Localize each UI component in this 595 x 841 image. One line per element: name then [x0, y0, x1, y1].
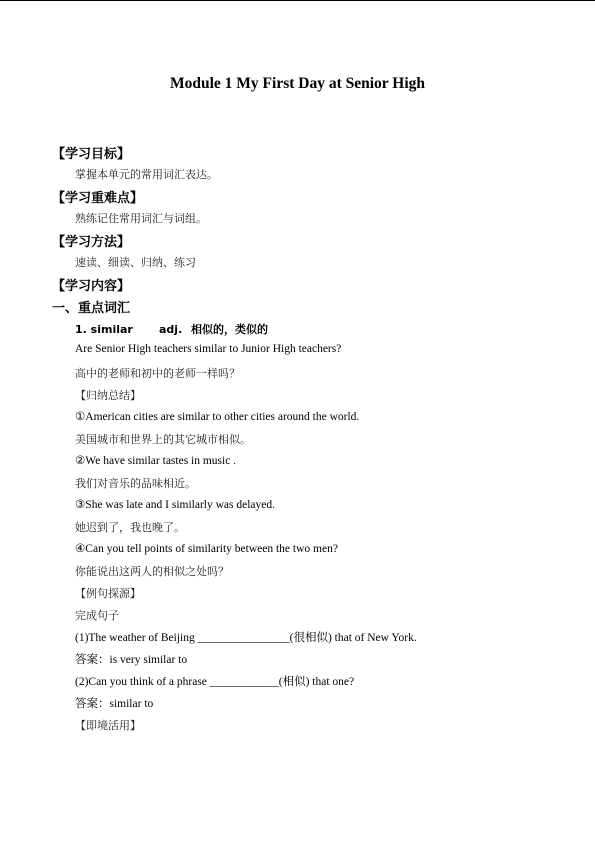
- key-points-text: 熟练记住常用词汇与词组。: [75, 212, 207, 225]
- exercise-question: (2)Can you think of a phrase ____________(相似) that one?: [75, 676, 355, 688]
- vocab-word: 1. similar: [75, 323, 133, 336]
- key-points-heading: 【学习重难点】: [52, 191, 144, 206]
- summary-item-zh: 她迟到了，我也晚了。: [75, 521, 185, 534]
- summary-item-en: ③She was late and I similarly was delayed.: [75, 499, 276, 511]
- content-heading: 【学习内容】: [52, 279, 131, 294]
- summary-item-en: ②We have similar tastes in music .: [75, 455, 237, 467]
- summary-item-en: ④Can you tell points of similarity between the two men?: [75, 543, 338, 555]
- objectives-text: 掌握本单元的常用词汇表达。: [75, 168, 218, 181]
- summary-item-zh: 你能说出这两人的相似之处吗？: [75, 565, 229, 578]
- exercise-answer: 答案：similar to: [75, 698, 154, 710]
- summary-item-zh: 我们对音乐的品味相近。: [75, 477, 196, 490]
- top-rule: [0, 0, 595, 1]
- task-instruction: 完成句子: [75, 609, 119, 622]
- section1-heading: 一、重点词汇: [52, 301, 131, 316]
- summary-label: 【归纳总结】: [75, 389, 141, 402]
- exercise-question: (1)The weather of Beijing ________________(很相似) that of New York.: [75, 632, 417, 644]
- vocab-meaning: 相似的，类似的: [191, 323, 268, 336]
- methods-text: 速读、细读、归纳、练习: [75, 256, 196, 269]
- page-title: Module 1 My First Day at Senior High: [169, 75, 426, 92]
- summary-item-en: ①American cities are similar to other cities around the world.: [75, 411, 360, 423]
- example-zh: 高中的老师和初中的老师一样吗？: [75, 367, 240, 380]
- practice-label: 【即境活用】: [75, 719, 141, 732]
- example-en: Are Senior High teachers similar to Junior High teachers?: [75, 343, 342, 355]
- objectives-heading: 【学习目标】: [52, 147, 131, 162]
- methods-heading: 【学习方法】: [52, 235, 131, 250]
- vocab-pos: adj.: [159, 323, 183, 336]
- summary-item-zh: 美国城市和世界上的其它城市相似。: [75, 433, 251, 446]
- exercise-answer: 答案：is very similar to: [75, 654, 188, 666]
- vocab-entry: [75, 321, 268, 337]
- explore-label: 【例句探源】: [75, 587, 141, 600]
